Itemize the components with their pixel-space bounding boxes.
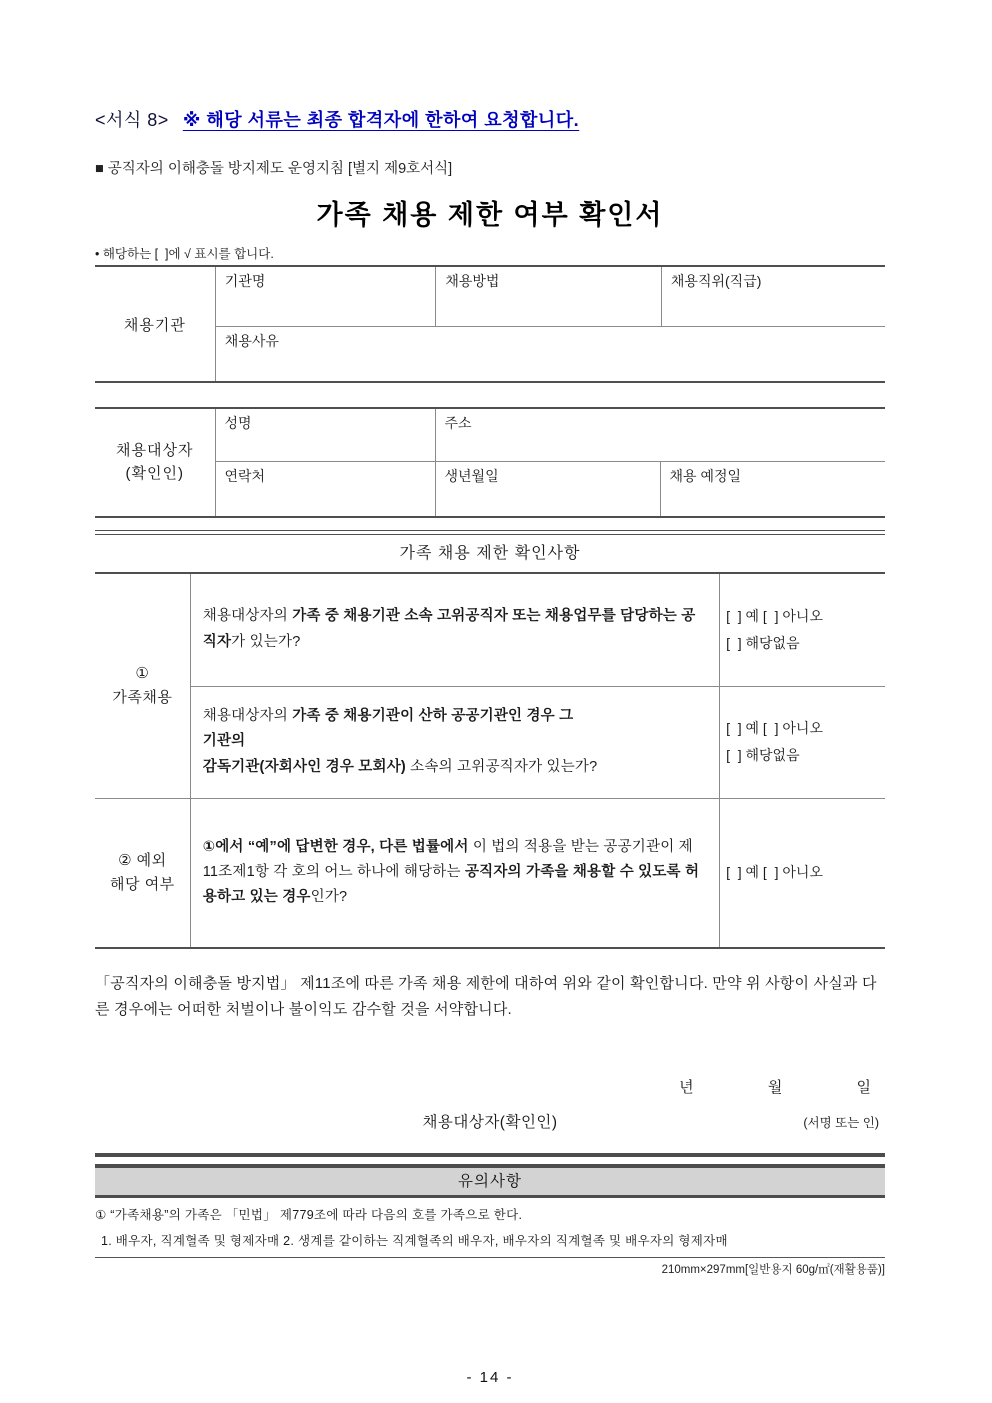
candidate-table <box>95 407 885 518</box>
candidate-row-label-line2: (확인인) <box>125 464 184 482</box>
candidate-row-label-line1: 채용대상자 <box>116 442 194 459</box>
notice-header-bar: 유의사항 <box>95 1164 885 1198</box>
signature-or-seal-note: (서명 또는 인) <box>803 1115 879 1130</box>
question-2-answer-na: [ ] 해당없음 <box>726 747 800 763</box>
thick-rule <box>95 1153 885 1157</box>
question-1-pre: 채용대상자의 <box>202 608 293 625</box>
check-section-header: 가족 채용 제한 확인사항 <box>399 545 581 562</box>
header-line <box>95 106 885 132</box>
signer-line <box>95 1110 885 1132</box>
question-2-answer-yes-no: [ ] 예 [ ] 아니오 <box>726 720 823 737</box>
agency-row-label: 채용기관 <box>95 266 215 382</box>
question-group-2-label <box>95 798 190 948</box>
question-2-post: 소속의 고위공직자가 있는가? <box>405 758 598 775</box>
question-3-text <box>190 798 719 948</box>
question-3-mid: 이 법의 적용을 받는 공공기관이 제11조제1항 각 호의 어느 하나에 해당하는 <box>202 838 693 881</box>
date-year-label: 년 <box>679 1078 694 1096</box>
question-3-bold1: ①에서 “예”에 답변한 경우, 다른 법률에서 <box>202 838 469 855</box>
question-group-2-name: 해당 여부 <box>110 875 175 893</box>
field-hire-reason: 채용사유 <box>215 326 885 382</box>
question-2-bold1: 가족 중 채용기관이 산하 공공기관인 경우 그 <box>292 707 574 724</box>
question-group-1-number: ① <box>135 664 150 682</box>
notice-item-1: ① “가족채용”의 가족은 「민법」 제779조에 따라 다음의 호를 가족으로 한다. <box>95 1207 523 1222</box>
question-2-bold3: 감독기관(자회사인 경우 모회사) <box>202 758 406 775</box>
notice-item-2: 1. 배우자, 직계혈족 및 형제자매 2. 생계를 같이하는 직계혈족의 배우자, 배우자의 직계혈족 및 배우자의 형제자매 <box>101 1233 728 1248</box>
field-name: 성명 <box>215 408 435 461</box>
question-1-post: 가 있는가? <box>231 633 301 650</box>
final-pass-notice: ※ 해당 서류는 최종 합격자에 한하여 요청합니다. <box>182 110 580 130</box>
field-address: 주소 <box>435 408 885 461</box>
field-contact: 연락처 <box>215 461 435 517</box>
date-day-label: 일 <box>856 1078 871 1096</box>
question-group-1-label <box>95 573 190 798</box>
guideline-reference: ■ 공직자의 이해충돌 방지제도 운영지침 [별지 제9호서식] <box>95 161 453 177</box>
form-title: 가족 채용 제한 여부 확인서 <box>316 200 664 230</box>
questions-table <box>95 572 885 949</box>
question-1-answers <box>720 573 885 686</box>
field-birth-date: 생년월일 <box>435 461 660 517</box>
question-3-bold2: 공직자의 가족을 채용할 수 있도록 허용하고 있는 경우 <box>202 864 700 906</box>
form-tag: <서식 8> <box>95 110 169 130</box>
field-hire-position: 채용직위(직급) <box>661 266 885 326</box>
question-group-1-name: 가족채용 <box>112 688 173 706</box>
date-month-label: 월 <box>767 1078 783 1096</box>
paper-spec: 210mm×297mm[일반용지 60g/㎡(재활용품)] <box>661 1263 885 1276</box>
check-instruction: • 해당하는 [ ]에 √ 표시를 합니다. <box>95 247 274 261</box>
question-3-post: 인가? <box>310 889 348 906</box>
question-group-2-number: ② 예외 <box>118 851 167 869</box>
page-number: - 14 - <box>466 1368 514 1386</box>
question-2-answers <box>720 686 885 798</box>
form-page <box>95 0 885 1386</box>
agency-table <box>95 265 885 383</box>
question-2-bold2: 기관의 <box>202 733 246 750</box>
declaration-paragraph: 「공직자의 이해충돌 방지법」 제11조에 따른 가족 채용 제한에 대하여 위와 같이 확인합니다. 만약 위 사항이 사실과 다른 경우에는 어떠한 처벌이나 불이익도 감수할 것을 서약합니다. <box>95 975 877 1019</box>
date-line <box>95 1076 885 1097</box>
question-3-answer-yes-no: [ ] 예 [ ] 아니오 <box>726 864 823 881</box>
question-3-answers <box>720 798 885 948</box>
field-org-name: 기관명 <box>215 266 436 326</box>
field-planned-date: 채용 예정일 <box>660 461 885 517</box>
signer-label: 채용대상자(확인인) <box>422 1113 558 1131</box>
question-2-text <box>190 686 719 798</box>
question-1-answer-na: [ ] 해당없음 <box>726 634 800 651</box>
bottom-rule <box>95 1257 885 1258</box>
field-hire-method: 채용방법 <box>436 266 662 326</box>
candidate-row-label <box>95 408 215 517</box>
question-1-text <box>190 573 719 686</box>
question-1-answer-yes-no: [ ] 예 [ ] 아니오 <box>726 608 823 625</box>
question-2-pre: 채용대상자의 <box>202 707 293 724</box>
question-1-bold: 가족 중 채용기관 소속 고위공직자 또는 채용업무를 담당하는 공직자 <box>202 608 696 650</box>
